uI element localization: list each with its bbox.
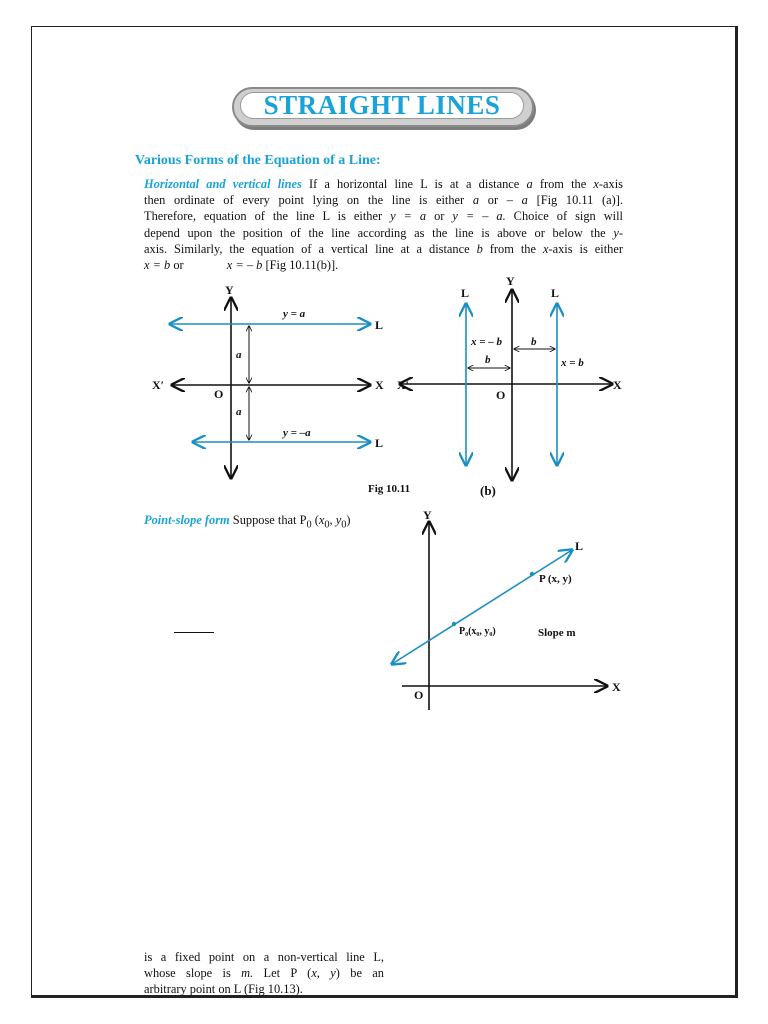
text-run: , [329,513,336,527]
math-var: x [542,241,549,256]
figure-b [397,274,622,498]
label-y-equals-minus-a: y = –a [283,427,311,439]
math-var: y [613,225,619,240]
label-b: b [485,354,491,366]
lead-term: Horizontal and vertical lines [144,177,302,191]
text-run: - [618,225,623,240]
label-x: X [613,378,622,392]
paragraph-line: is a fixed point on a non-vertical line L, [144,950,384,964]
label-x-prime: X′ [152,378,165,392]
label-x-equals-minus-b: x = – b [471,336,503,348]
text-run: ) be an [335,966,384,981]
math-var: a [526,177,533,191]
point-P0 [452,622,456,626]
label-y: Y [225,283,234,297]
point-P [530,572,534,576]
label-x-prime: X′ [397,378,410,392]
figure-caption: Fig 10.11 [368,483,411,495]
text-run: Therefore, equation of the line L is either [144,209,391,224]
figure-point-slope [392,508,621,710]
label-L: L [551,286,560,300]
math-eq: y = – a. [452,209,506,224]
text-run: Let P ( [253,966,312,981]
math-eq: x = b [144,258,171,273]
label-L: L [575,539,584,553]
text-run: Choice of sign will [505,209,623,224]
paragraph-line [144,965,384,981]
text-run: from the [532,177,594,191]
subscript: 0 [341,519,347,531]
text-run: If a horizontal line L is at a distance [301,177,527,191]
fraction-bar [174,632,214,633]
text-run: depend upon the position of the line according as the line is above or below the [144,225,614,240]
text-run: Suppose that P [229,513,307,527]
page-title: STRAIGHT LINES [263,90,501,120]
math-var: b [476,241,483,256]
label-L: L [461,286,470,300]
section-heading: Various Forms of the Equation of a Line: [135,153,381,168]
math-var: y [335,513,342,527]
label-a: a [236,406,242,418]
label-b: b [531,336,537,348]
label-origin: O [414,688,424,702]
line-L [392,550,572,664]
text-run: whose slope is [144,966,242,981]
text-run: [Fig 10.11 (a)]. [527,193,623,208]
text-run: -axis [598,177,623,191]
subscript: 0 [306,519,312,531]
label-a: a [236,349,242,361]
text-run: -axis is either [548,241,623,256]
text-run: ) [346,513,351,527]
text-run: or – [479,193,522,208]
label-L: L [375,436,384,450]
subscript: 0 [324,519,330,531]
text-run: or [170,258,187,273]
math-eq: x = – b [226,258,263,273]
paragraph-line: arbitrary point on L (Fig 10.13). [144,982,303,997]
label-origin: O [496,388,506,402]
label-x-equals-b: x = b [561,357,584,369]
text-run: then ordinate of every point lying on the line is either [144,193,473,208]
label-y: Y [506,274,515,288]
label-y-equals-a: y = a [283,308,306,320]
label-x: X [612,680,621,694]
label-x: X [375,378,384,392]
label-y: Y [423,508,432,522]
text-run: or [426,209,453,224]
label-b-panel: (b) [480,483,496,498]
text-run: axis. Similarly, the equation of a vertical line at a distance [144,241,477,256]
lead-term: Point-slope form [144,513,230,527]
paragraph-fixed-point [144,949,384,998]
math-eq: y = a [390,209,427,224]
math-var: x, y [311,966,336,981]
math-var: a [472,193,480,208]
text-run: ( [311,513,319,527]
math-var: a [521,193,528,208]
math-var: m. [241,966,254,981]
text-run: from the [482,241,543,256]
math-var: x [318,513,325,527]
label-L: L [375,318,384,332]
label-P0: P₀(x₀, y₀) [459,626,496,637]
label-origin: O [214,387,224,401]
label-P: P (x, y) [539,573,572,585]
figure-a [152,283,384,478]
label-slope: Slope m [538,627,576,639]
paragraph-point-slope [144,512,394,534]
text-run: [Fig 10.11(b)]. [262,258,339,273]
math-var: x [593,177,599,191]
